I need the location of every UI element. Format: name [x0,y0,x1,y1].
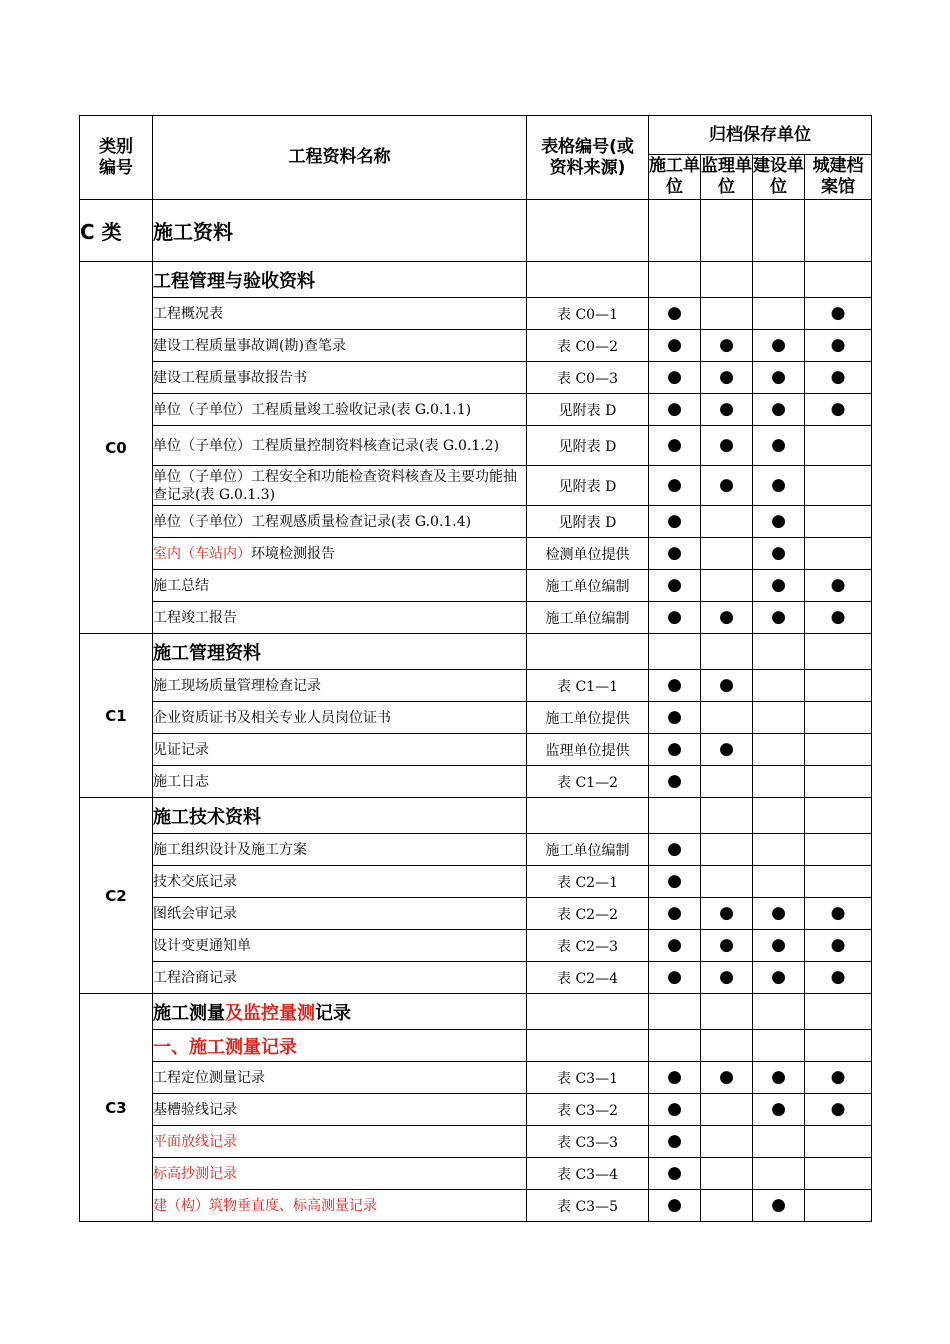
archive-mark-supervision [701,930,753,962]
archive-mark-construction [649,734,701,766]
table-row [80,1062,872,1094]
archive-mark-supervision [701,1062,753,1094]
item-name: 工程洽商记录 [153,962,527,994]
archive-mark-archive [805,466,872,506]
filled-circle-icon: ● [771,543,786,563]
archive-mark-archive [805,570,872,602]
archive-mark-construction [649,962,701,994]
archive-mark-archive [805,426,872,466]
header-archive-units: 归档保存单位 [649,116,872,155]
form-number: 见附表 D [527,394,649,426]
filled-circle-icon: ● [667,399,682,419]
filled-circle-icon: ● [667,575,682,595]
archive-mark-supervision [701,570,753,602]
item-name-red: 平面放线记录 [153,1133,237,1150]
filled-circle-icon: ● [667,543,682,563]
archive-mark-supervision [701,1190,753,1222]
archive-mark-supervision [701,298,753,330]
filled-circle-icon: ● [667,1163,682,1183]
archive-mark-supervision [701,538,753,570]
archive-mark-archive [805,1190,872,1222]
archive-mark-archive [805,602,872,634]
archive-mark-archive [805,702,872,734]
form-number: 表 C3—2 [527,1094,649,1126]
filled-circle-icon: ● [771,367,786,387]
table-row [80,298,872,330]
filled-circle-icon: ● [667,367,682,387]
filled-circle-icon: ● [667,435,682,455]
form-number: 检测单位提供 [527,538,649,570]
filled-circle-icon: ● [667,839,682,859]
filled-circle-icon: ● [667,771,682,791]
form-number: 表 C0—2 [527,330,649,362]
archive-mark-archive [805,362,872,394]
header-unit-supervision: 监理单位 [701,155,753,200]
archive-mark-owner [753,1062,805,1094]
archive-mark-archive [805,670,872,702]
archive-mark-construction [649,538,701,570]
archive-mark-archive [805,898,872,930]
filled-circle-icon: ● [667,1099,682,1119]
archive-mark-supervision [701,670,753,702]
archive-mark-construction [649,362,701,394]
filled-circle-icon: ● [719,335,734,355]
filled-circle-icon: ● [830,575,846,595]
category-code: C1 [80,634,153,798]
table-row [80,898,872,930]
form-number: 施工单位编制 [527,602,649,634]
table-row [80,866,872,898]
archive-mark-owner [753,702,805,734]
archive-mark-construction [649,466,701,506]
header-name: 工程资料名称 [153,116,527,200]
filled-circle-icon: ● [830,303,846,323]
form-number: 见附表 D [527,506,649,538]
filled-circle-icon: ● [719,1067,734,1087]
table-row [80,734,872,766]
archive-mark-owner [753,766,805,798]
item-name [153,1126,527,1158]
archive-mark-construction [649,1126,701,1158]
archive-mark-construction [649,702,701,734]
form-number: 表 C1—2 [527,766,649,798]
archive-mark-construction [649,570,701,602]
filled-circle-icon: ● [830,335,846,355]
filled-circle-icon: ● [667,675,682,695]
filled-circle-icon: ● [771,475,786,495]
item-name-red: 标高抄测记录 [153,1165,237,1182]
section-row [80,994,872,1030]
archive-mark-owner [753,898,805,930]
item-name-rest: 环境检测报告 [251,545,335,562]
form-number: 表 C2—1 [527,866,649,898]
form-number: 施工单位编制 [527,834,649,866]
filled-circle-icon: ● [830,607,846,627]
category-code: C2 [80,798,153,994]
archive-mark-construction [649,766,701,798]
filled-circle-icon: ● [719,739,734,759]
archive-mark-owner [753,466,805,506]
archive-mark-archive [805,866,872,898]
item-name-red: 建（构）筑物垂直度、标高测量记录 [153,1197,377,1214]
filled-circle-icon: ● [771,435,786,455]
archive-mark-owner [753,394,805,426]
item-name: 施工日志 [153,766,527,798]
item-name [153,1158,527,1190]
form-number: 监理单位提供 [527,734,649,766]
filled-circle-icon: ● [771,967,786,987]
archive-mark-construction [649,394,701,426]
archive-mark-owner [753,298,805,330]
archive-mark-owner [753,1126,805,1158]
table-row [80,330,872,362]
filled-circle-icon: ● [771,1067,786,1087]
section-title: 施工技术资料 [153,798,527,834]
subsection-row [80,1030,872,1062]
filled-circle-icon: ● [667,903,682,923]
table-body [80,200,872,1222]
archive-mark-construction [649,898,701,930]
filled-circle-icon: ● [667,739,682,759]
table-row [80,602,872,634]
filled-circle-icon: ● [830,367,846,387]
form-number: 见附表 D [527,466,649,506]
archive-mark-supervision [701,1126,753,1158]
form-number: 表 C2—2 [527,898,649,930]
archive-mark-construction [649,298,701,330]
archive-mark-archive [805,1094,872,1126]
form-number: 表 C3—1 [527,1062,649,1094]
filled-circle-icon: ● [719,607,734,627]
archive-mark-supervision [701,426,753,466]
filled-circle-icon: ● [830,935,846,955]
archive-mark-archive [805,962,872,994]
archive-mark-owner [753,570,805,602]
form-number: 施工单位编制 [527,570,649,602]
archive-mark-construction [649,1158,701,1190]
filled-circle-icon: ● [830,1067,846,1087]
archive-mark-construction [649,426,701,466]
item-name: 工程概况表 [153,298,527,330]
filled-circle-icon: ● [771,575,786,595]
archive-mark-owner [753,330,805,362]
archive-mark-archive [805,734,872,766]
archive-mark-supervision [701,866,753,898]
archive-mark-supervision [701,506,753,538]
item-name: 单位（子单位）工程质量竣工验收记录(表 G.0.1.1) [153,394,527,426]
form-number: 表 C0—3 [527,362,649,394]
table-row [80,702,872,734]
form-number: 表 C3—5 [527,1190,649,1222]
filled-circle-icon: ● [719,935,734,955]
archive-mark-archive [805,766,872,798]
category-code: C3 [80,994,153,1222]
section-title-part: 记录 [315,1002,351,1024]
form-number: 表 C3—3 [527,1126,649,1158]
item-name [153,1190,527,1222]
filled-circle-icon: ● [719,475,734,495]
section-title: 施工管理资料 [153,634,527,670]
archive-mark-owner [753,734,805,766]
table-row [80,426,872,466]
section-title-part: 及监控量测 [225,1002,315,1024]
section-row [80,262,872,298]
archive-mark-archive [805,834,872,866]
table-row [80,1094,872,1126]
item-name: 图纸会审记录 [153,898,527,930]
archive-mark-construction [649,866,701,898]
filled-circle-icon: ● [719,435,734,455]
filled-circle-icon: ● [667,967,682,987]
archive-mark-archive [805,394,872,426]
table-row [80,1126,872,1158]
filled-circle-icon: ● [667,1131,682,1151]
item-name: 基槽验线记录 [153,1094,527,1126]
table-row [80,962,872,994]
archive-mark-supervision [701,766,753,798]
item-name: 施工总结 [153,570,527,602]
filled-circle-icon: ● [667,935,682,955]
archive-mark-owner [753,930,805,962]
item-name: 建设工程质量事故报告书 [153,362,527,394]
archive-mark-supervision [701,702,753,734]
filled-circle-icon: ● [771,1195,786,1215]
filled-circle-icon: ● [719,903,734,923]
item-name: 单位（子单位）工程质量控制资料核查记录(表 G.0.1.2) [153,426,527,466]
archive-mark-supervision [701,466,753,506]
item-name: 工程定位测量记录 [153,1062,527,1094]
header-unit-construction: 施工单位 [649,155,701,200]
filled-circle-icon: ● [719,675,734,695]
table-row [80,506,872,538]
section-row [80,634,872,670]
archive-mark-construction [649,1062,701,1094]
archive-table [79,115,872,1222]
item-name: 企业资质证书及相关专业人员岗位证书 [153,702,527,734]
archive-mark-supervision [701,962,753,994]
table-row [80,1158,872,1190]
archive-mark-supervision [701,834,753,866]
archive-mark-owner [753,1094,805,1126]
form-number: 表 C3—4 [527,1158,649,1190]
archive-mark-supervision [701,362,753,394]
form-number: 表 C0—1 [527,298,649,330]
filled-circle-icon: ● [771,607,786,627]
table-row [80,538,872,570]
filled-circle-icon: ● [830,399,846,419]
item-name: 工程竣工报告 [153,602,527,634]
table-row [80,670,872,702]
archive-mark-owner [753,834,805,866]
item-name: 技术交底记录 [153,866,527,898]
archive-mark-construction [649,670,701,702]
archive-mark-owner [753,538,805,570]
archive-mark-supervision [701,898,753,930]
item-name-red: 室内（车站内） [153,545,251,562]
item-name: 单位（子单位）工程观感质量检查记录(表 G.0.1.4) [153,506,527,538]
section-row [80,798,872,834]
filled-circle-icon: ● [771,511,786,531]
archive-mark-supervision [701,734,753,766]
header-unit-archive: 城建档案馆 [805,155,872,200]
table-row [80,834,872,866]
table-row [80,570,872,602]
item-name: 施工组织设计及施工方案 [153,834,527,866]
form-number: 表 C2—4 [527,962,649,994]
item-name: 施工现场质量管理检查记录 [153,670,527,702]
section-title-part: 施工测量 [153,1002,225,1024]
archive-mark-supervision [701,330,753,362]
filled-circle-icon: ● [771,335,786,355]
archive-mark-archive [805,930,872,962]
form-number: 见附表 D [527,426,649,466]
filled-circle-icon: ● [667,1195,682,1215]
form-number: 表 C2—3 [527,930,649,962]
filled-circle-icon: ● [771,399,786,419]
filled-circle-icon: ● [667,871,682,891]
header-form-source: 表格编号(或资料来源) [527,116,649,200]
filled-circle-icon: ● [719,367,734,387]
filled-circle-icon: ● [667,335,682,355]
archive-mark-supervision [701,394,753,426]
filled-circle-icon: ● [830,967,846,987]
archive-mark-archive [805,506,872,538]
archive-mark-archive [805,1126,872,1158]
archive-mark-owner [753,362,805,394]
archive-mark-archive [805,298,872,330]
table-row [80,766,872,798]
item-name [153,538,527,570]
archive-mark-owner [753,426,805,466]
archive-mark-archive [805,1158,872,1190]
item-name: 建设工程质量事故调(勘)查笔录 [153,330,527,362]
archive-mark-supervision [701,1094,753,1126]
filled-circle-icon: ● [830,1099,846,1119]
archive-mark-construction [649,834,701,866]
table-row [80,930,872,962]
filled-circle-icon: ● [667,707,682,727]
filled-circle-icon: ● [667,607,682,627]
filled-circle-icon: ● [830,903,846,923]
archive-mark-owner [753,602,805,634]
form-number: 施工单位提供 [527,702,649,734]
archive-mark-construction [649,506,701,538]
item-name: 单位（子单位）工程安全和功能检查资料核查及主要功能抽查记录(表 G.0.1.3) [153,466,527,506]
archive-mark-owner [753,866,805,898]
category-code: C0 [80,262,153,634]
archive-mark-archive [805,538,872,570]
archive-mark-owner [753,506,805,538]
filled-circle-icon: ● [771,1099,786,1119]
header-category-code: 类别编号 [80,116,153,200]
filled-circle-icon: ● [667,511,682,531]
archive-mark-archive [805,1062,872,1094]
item-name: 设计变更通知单 [153,930,527,962]
archive-mark-construction [649,1190,701,1222]
category-code-top: C 类 [80,200,153,262]
filled-circle-icon: ● [667,475,682,495]
header-unit-owner: 建设单位 [753,155,805,200]
archive-mark-construction [649,602,701,634]
section-row-top [80,200,872,262]
archive-mark-owner [753,1158,805,1190]
subsection-title: 一、施工测量记录 [153,1030,527,1062]
table-row [80,394,872,426]
archive-mark-archive [805,330,872,362]
archive-mark-construction [649,930,701,962]
archive-mark-supervision [701,602,753,634]
table-row [80,362,872,394]
filled-circle-icon: ● [667,303,682,323]
archive-mark-owner [753,962,805,994]
filled-circle-icon: ● [719,967,734,987]
section-title-top: 施工资料 [153,200,527,262]
archive-mark-owner [753,1190,805,1222]
table-row [80,466,872,506]
filled-circle-icon: ● [771,935,786,955]
section-title: 工程管理与验收资料 [153,262,527,298]
section-title [153,994,527,1030]
filled-circle-icon: ● [719,399,734,419]
archive-mark-owner [753,670,805,702]
form-number: 表 C1—1 [527,670,649,702]
filled-circle-icon: ● [771,903,786,923]
archive-mark-construction [649,1094,701,1126]
filled-circle-icon: ● [667,1067,682,1087]
item-name: 见证记录 [153,734,527,766]
archive-mark-construction [649,330,701,362]
archive-mark-supervision [701,1158,753,1190]
table-row [80,1190,872,1222]
